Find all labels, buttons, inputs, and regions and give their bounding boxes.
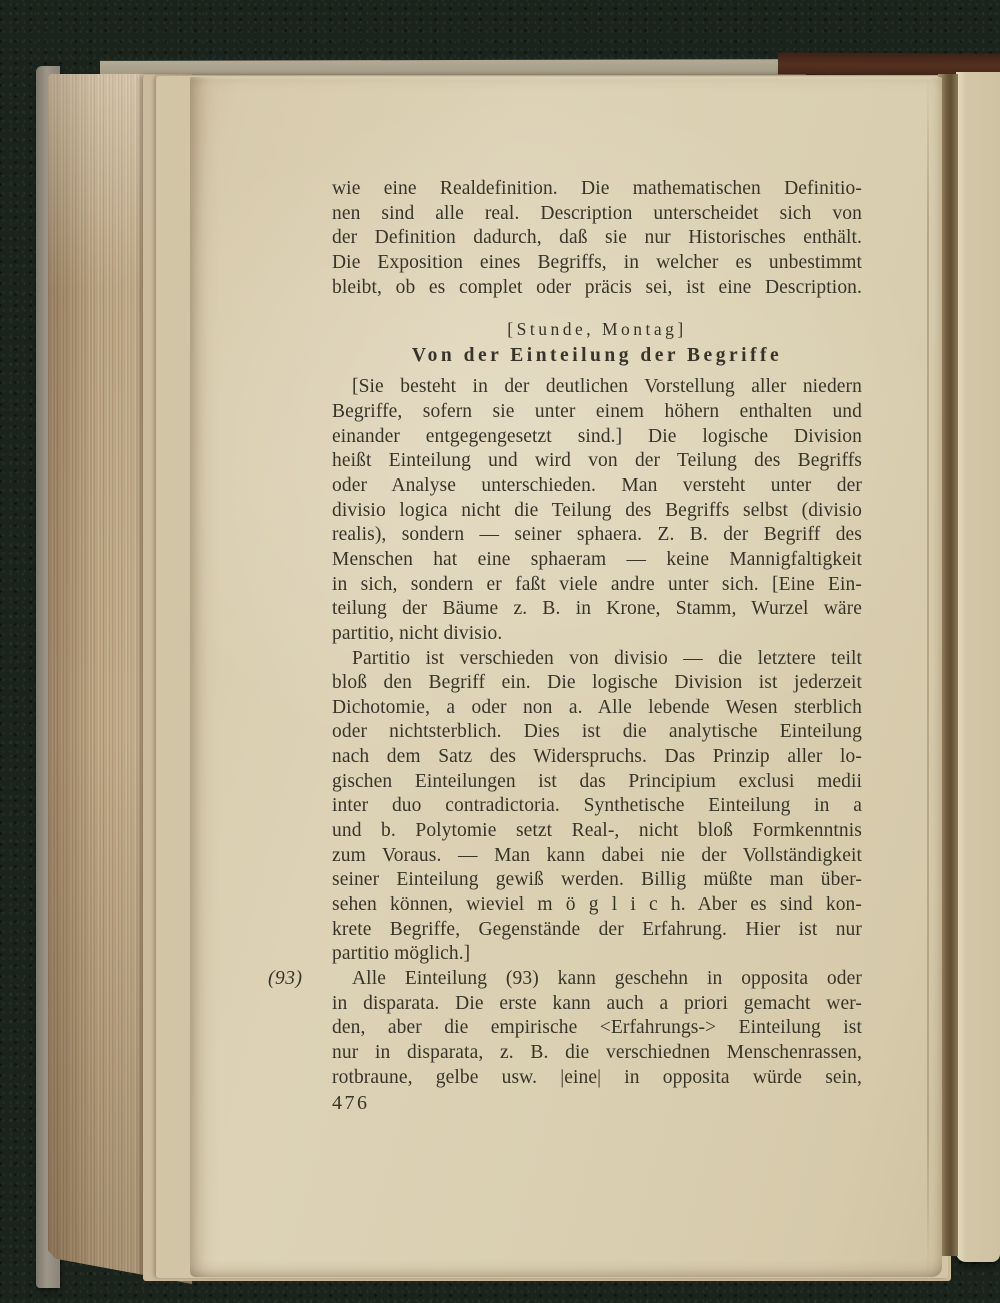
book-page <box>190 77 942 1277</box>
text-line: partitio möglich.] <box>332 943 471 965</box>
text-block <box>268 177 862 1116</box>
text-line: sehen können, wieviel m ö g l i c h. Aber es sind kon- <box>332 894 862 916</box>
text-line: seiner Einteilung gewiß werden. Billig müßte man über- <box>332 869 862 891</box>
text-line: nur in disparata, z. B. die verschiednen Menschenrassen, <box>332 1042 862 1063</box>
text-line: nen sind alle real. Description unterscheidet sich von <box>332 202 862 224</box>
text-line: nach dem Satz des Widerspruchs. Das Prinzip aller lo- <box>332 746 862 768</box>
text-line: inter duo contradictoria. Synthetische Einteilung in a <box>332 795 862 817</box>
text-line: realis), sondern — seiner sphaera. Z. B. der Begriff des <box>332 524 862 546</box>
text-line: Begriffe, sofern sie unter einem höhern enthalten und <box>332 400 862 422</box>
text-line: oder nichtsterblich. Dies ist die analytische Einteilung <box>332 721 862 743</box>
text-line: Alle Einteilung (93) kann geschehn in opposita oder <box>352 968 862 990</box>
text-line: den, aber die empirische <Erfahrungs-> Einteilung ist <box>332 1017 862 1039</box>
paragraph-realdefinition <box>332 177 862 300</box>
text-line: und b. Polytomie setzt Real-, nicht bloß Formkenntnis <box>332 820 862 842</box>
section-heading: Von der Einteilung der Begriffe <box>411 345 783 367</box>
paragraph-einteilung <box>332 375 862 646</box>
text-line: einander entgegengesetzt sind.] Die logische Division <box>332 425 862 447</box>
text-line: partitio, nicht divisio. <box>332 622 503 644</box>
text-line: Partitio ist verschieden von divisio — die letztere teilt <box>352 647 862 669</box>
text-line: in disparata. Die erste kann auch a priori gemacht wer- <box>332 992 862 1014</box>
paragraph-lines <box>332 967 862 1090</box>
paragraph-alle-einteilung <box>268 967 862 1090</box>
text-line: teilung der Bäume z. B. in Krone, Stamm, Wurzel wäre <box>332 598 862 620</box>
text-line: rotbraune, gelbe usw. |eine| in opposita würde sein, <box>332 1066 862 1088</box>
text-line: bleibt, ob es complet oder präcis sei, ist eine Description. <box>332 276 862 298</box>
page-number: 476 <box>332 1092 370 1115</box>
adjacent-page-edge <box>956 72 1000 1262</box>
text-line: heißt Einteilung und wird von der Teilung des Begriffs <box>332 450 862 472</box>
text-line: bloß den Begriff ein. Die logische Division ist jederzeit <box>332 672 862 694</box>
text-line: in sich, sondern er faßt viele andre unter sich. [Eine Ein- <box>332 573 862 595</box>
text-line: krete Begriffe, Gegenstände der Erfahrung. Hier ist nur <box>332 918 862 940</box>
text-line: Menschen hat eine sphaeram — keine Mannigfaltigkeit <box>332 548 862 570</box>
margin-note: (93) <box>268 968 303 990</box>
text-line: Dichotomie, a oder non a. Alle lebende Wesen sterblich <box>332 696 862 718</box>
text-line: der Definition dadurch, daß sie nur Historisches enthält. <box>332 227 862 249</box>
text-line: [Sie besteht in der deutlichen Vorstellung aller niedern <box>352 376 862 398</box>
paragraph-partitio <box>332 647 862 968</box>
text-line: wie eine Realdefinition. Die mathematischen Definitio- <box>332 178 862 199</box>
session-note-heading: [Stunde, Montag] <box>507 319 687 340</box>
text-line: gischen Einteilungen ist das Principium exclusi medii <box>332 770 862 792</box>
text-line: Die Exposition eines Begriffs, in welcher es unbestimmt <box>332 251 862 273</box>
text-line: divisio logica nicht die Teilung des Begriffs selbst (divisio <box>332 499 862 521</box>
text-line: oder Analyse unterschieden. Man versteht unter der <box>332 474 862 496</box>
text-line: zum Voraus. — Man kann dabei nie der Vollständigkeit <box>332 844 862 866</box>
